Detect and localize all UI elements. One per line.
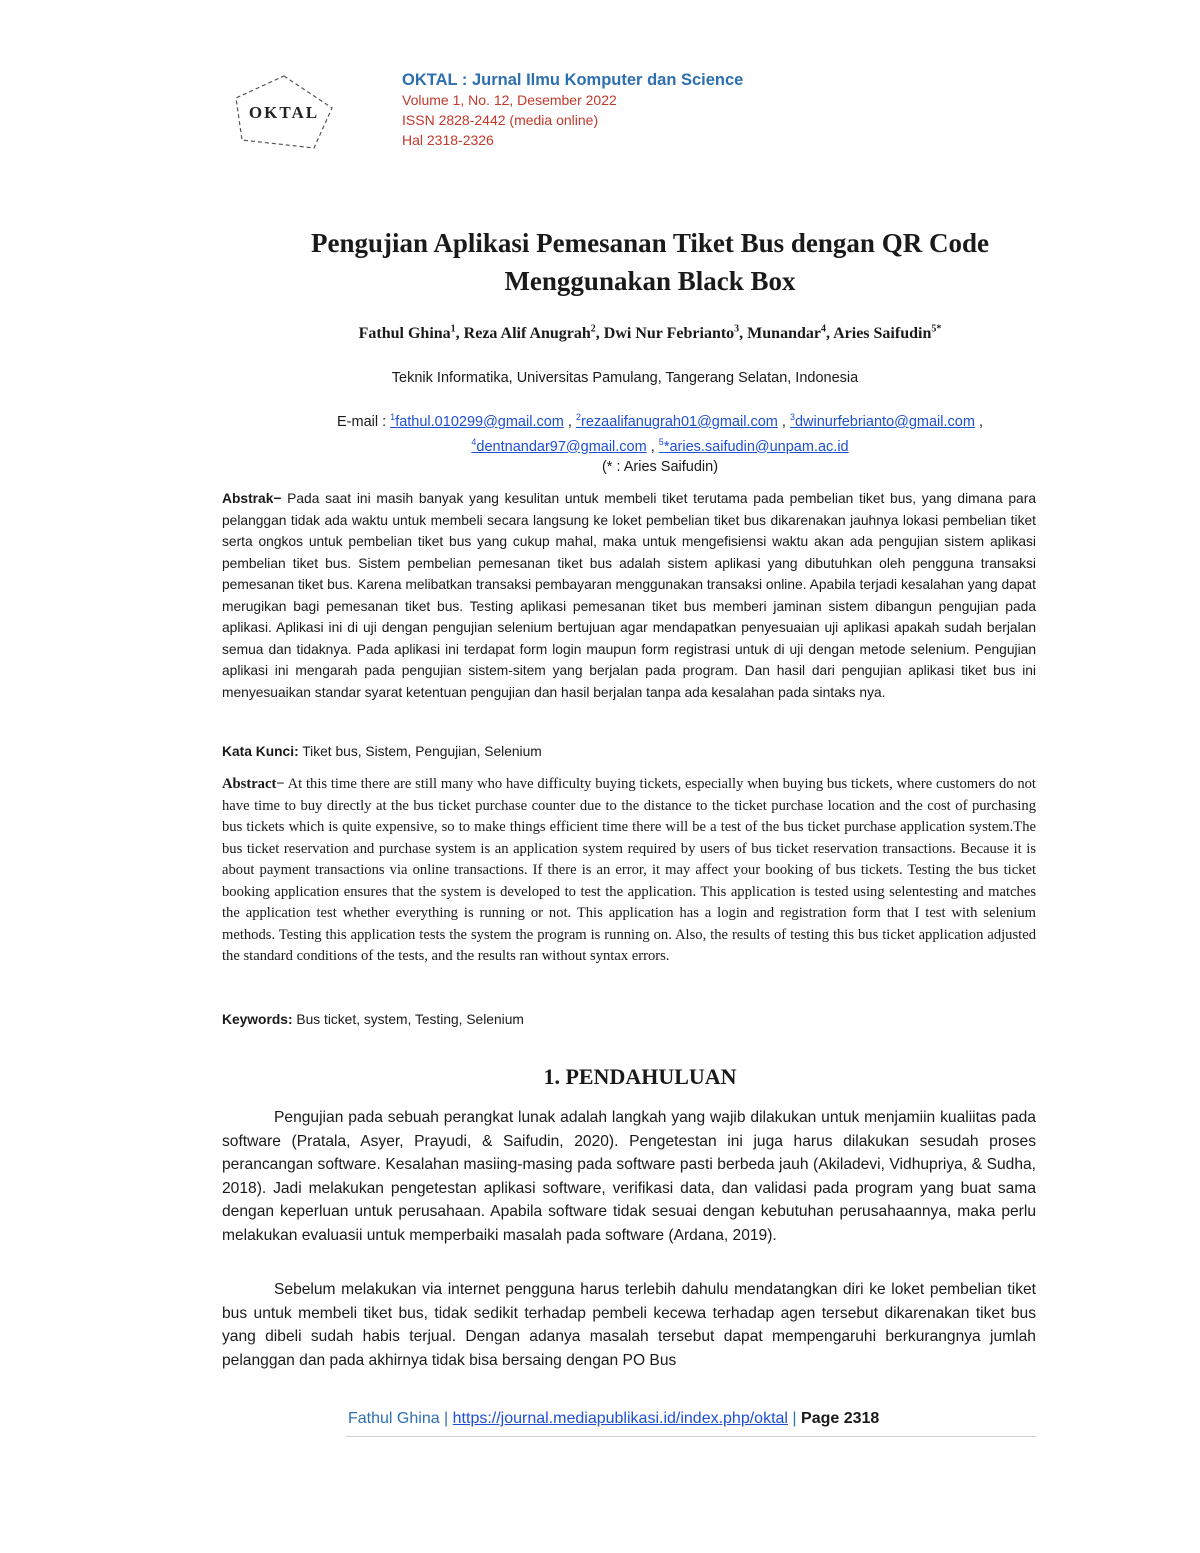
journal-pages: Hal 2318-2326 — [402, 132, 494, 148]
paper-title — [190, 224, 1110, 300]
author: Dwi Nur Febrianto$^3$, — [603, 324, 748, 343]
keywords — [222, 1009, 1036, 1031]
author: Aries Saifudin$^{5*}$ — [833, 324, 942, 343]
journal-issn: ISSN 2828-2442 (media online) — [402, 112, 599, 128]
abstrak-text: Pada saat ini masih banyak yang kesulitan untuk membeli tiket terutama pada pembelian tiket bus, yang dimana para pelanggan tidak ada waktu untuk membeli secara langsung ke loket pembelian tiket bus dikarenakan jauhnya lokasi pembelian tiket serta ongkos untuk pembelian tiket bus yang cukup mahal, maka untuk mengefisiensi waktu akan ada pengujian sistem aplikasi pembelian tiket bus. Sistem pembelian pemesanan tiket bus adalah sistem aplikasi yang dibutuhkan oleh pengguna transaksi pemesanan tiket bus. Karena melibatkan transaksi pembayaran menggunakan transaksi online. Apabila terjadi kesalahan yang dapat merugikan bagi pemesanan tiket bus. Testing aplikasi pemesanan tiket bus memberi jaminan sistem dibangun pengujian pada aplikasi. Aplikasi ini di uji dengan pengujian selenium bertujuan agar mendapatkan penyesuaian uji aplikasi apakah sudah berjalan semua dan tidaknya. Pada aplikasi ini terdapat form login maupun form registrasi untuk di uji dengan metode selenium. Pengujian aplikasi ini mengarah pada pengujian sistem-sitem yang berjalan pada program. Dan hasil dari pengujian aplikasi tiket bus ini menyesuaikan standar syarat ketentuan pengujian dan hasil berjalan tanpa ada kesalahan pada sintaks nya. — [222, 491, 1036, 700]
kata-kunci-label: Kata Kunci: — [222, 744, 299, 759]
abstract-paragraph — [222, 774, 1036, 968]
email-link-2[interactable]: $^2$rezaalifanugrah01@gmail.com — [575, 412, 778, 430]
paper-title-line2: Menggunakan Black Box — [504, 266, 796, 296]
footer-author: Fathul Ghina — [348, 1410, 440, 1427]
keywords-text: Bus ticket, system, Testing, Selenium — [292, 1012, 524, 1027]
page-footer: Fathul Ghina | https://journal.mediapublikasi.id/index.php/oktal | Page 2318 — [348, 1410, 880, 1427]
abstract-text: At this time there are still many who have difficulty buying tickets, especially when buying bus tickets, where customers do not have time to buy directly at the bus ticket purchase counter due to the distance to the ticket purchase location and the cost of purchasing bus tickets which is quite expensive, so to make things efficient time there will be a test of the bus ticket purchase application system.The bus ticket reservation and purchase system is an application system required by users of bus ticket reservation transactions. Because it is about payment transactions via online transactions. If there is an error, it may affect your booking of bus tickets. Testing the bus ticket booking application ensures that the system is developed to test the application. This application is tested using selentesting and matches the application test whether everything is running or not. This application has a login and registration form that I test with selenium methods. Testing this application tests the system the program is running on. Also, the results of testing this bus ticket application adjusted the standard conditions of the tests, and the results ran without syntax errors. — [222, 776, 1036, 964]
email-link-4[interactable]: $^4$dentnandar97@gmail.com — [471, 436, 647, 455]
author: Munandar$^4$, — [747, 324, 834, 343]
corresponding-author: (* : Aries Saifudin) — [601, 458, 719, 475]
kata-kunci — [222, 741, 1036, 763]
journal-volume: Volume 1, No. 12, Desember 2022 — [402, 92, 617, 108]
kata-kunci-text: Tiket bus, Sistem, Pengujian, Selenium — [298, 744, 542, 759]
email-link-3[interactable]: $^3$dwinurfebrianto@gmail.com — [789, 412, 975, 430]
section-heading: 1. PENDAHULUAN — [543, 1064, 737, 1089]
body-paragraph-1: Pengujian pada sebuah perangkat lunak adalah langkah yang wajib dilakukan untuk menjamiin kualiitas pada software (Pratala, Asyer, Prayudi, & Saifudin, 2020). Pengetestan ini juga harus dilakukan sesudah proses perancangan software. Kesalahan masiing-masing pada software pasti berbeda jauh (Akiladevi, Vidhupriya, & Sudha, 2018). Jadi melakukan pengetestan aplikasi software, verifikasi data, dan validasi pada program yang buat sama dengan keperluan untuk perusahaan. Apabila software tidak sesuai dengan kebutuhan perusahaannya, maka perlu melakukan evaluasii untuk memperbaiki masalah pada software (Ardana, 2019). — [222, 1109, 1036, 1244]
affiliation: Teknik Informatika, Universitas Pamulang, Tangerang Selatan, Indonesia — [391, 370, 859, 386]
email-link-1[interactable]: $^1$fathul.010299@gmail.com — [390, 412, 564, 430]
abstract-label: Abstract− — [222, 776, 285, 792]
body-paragraph-2: Sebelum melakukan via internet pengguna harus terlebih dahulu mendatangkan diri ke loket pembelian tiket bus untuk membeli tiket bus, tidak sedikit terhadap pembeli kecewa terhadap agen tersebut dikarenakan tiket bus yang dibeli sudah habis terjual. Dengan adanya masalah tersebut dapat mempengaruhi berkurangnya jumlah pelanggan dan pada akhirnya tidak bisa bersaing dengan PO Bus — [222, 1281, 1036, 1369]
keywords-label: Keywords: — [222, 1012, 293, 1027]
footer-divider — [346, 1436, 1036, 1437]
journal-header — [402, 70, 743, 150]
author: Reza Alif Anugrah$^2$, — [463, 324, 604, 343]
author: Fathul Ghina$^1$, — [358, 324, 464, 343]
email-block: E-mail : $^1$fathul.010299@gmail.com , $^2$rezaalifanugrah01@gmail.com , $^3$dwinurfebrianto@gmail.com , $^4$dentnandar97@gmail.com , $^5$*aries.saifudin@unpam.ac.id (* : Aries Saifudin) — [337, 412, 983, 475]
svg-text:OKTAL: OKTAL — [248, 103, 320, 122]
footer-page-number: Page 2318 — [801, 1410, 880, 1427]
email-label: E-mail : — [337, 413, 391, 430]
journal-title: OKTAL : Jurnal Ilmu Komputer dan Science — [402, 71, 744, 89]
paper-title-line1: Pengujian Aplikasi Pemesanan Tiket Bus dengan QR Code — [311, 228, 989, 258]
abstrak-label: Abstrak− — [222, 491, 282, 506]
abstrak-paragraph — [222, 488, 1036, 703]
footer-journal-link[interactable]: https://journal.mediapublikasi.id/index.php/oktal — [452, 1410, 788, 1427]
journal-logo — [228, 68, 340, 156]
email-link-5[interactable]: $^5$*aries.saifudin@unpam.ac.id — [658, 436, 849, 455]
author-list — [160, 324, 1140, 343]
